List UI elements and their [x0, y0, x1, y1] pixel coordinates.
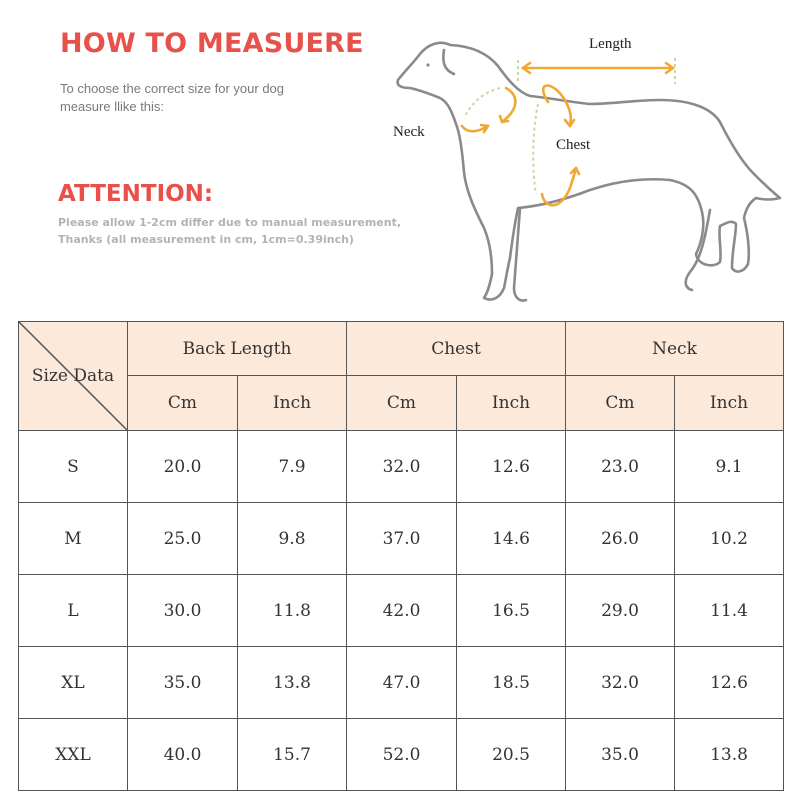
value-cell: 25.0: [128, 503, 238, 575]
value-cell: 30.0: [128, 575, 238, 647]
value-cell: 35.0: [566, 719, 675, 791]
value-cell: 12.6: [675, 647, 784, 719]
page-title: HOW TO MEASUERE: [60, 28, 364, 59]
value-cell: 52.0: [347, 719, 457, 791]
size-cell: XXL: [19, 719, 128, 791]
value-cell: 12.6: [457, 431, 566, 503]
unit-header: Inch: [238, 376, 347, 431]
size-cell: S: [19, 431, 128, 503]
value-cell: 14.6: [457, 503, 566, 575]
size-cell: XL: [19, 647, 128, 719]
value-cell: 11.8: [238, 575, 347, 647]
group-header-row: [19, 322, 784, 376]
unit-header: Cm: [347, 376, 457, 431]
value-cell: 32.0: [566, 647, 675, 719]
value-cell: 47.0: [347, 647, 457, 719]
unit-header-row: [19, 376, 784, 431]
value-cell: 40.0: [128, 719, 238, 791]
unit-header: Cm: [128, 376, 238, 431]
unit-header: Inch: [675, 376, 784, 431]
table-row: [19, 431, 784, 503]
attention-note: [58, 214, 418, 248]
table-row: [19, 647, 784, 719]
value-cell: 35.0: [128, 647, 238, 719]
value-cell: 15.7: [238, 719, 347, 791]
value-cell: 29.0: [566, 575, 675, 647]
value-cell: 11.4: [675, 575, 784, 647]
value-cell: 16.5: [457, 575, 566, 647]
value-cell: 42.0: [347, 575, 457, 647]
dog-outline-icon: [380, 22, 790, 312]
value-cell: 20.0: [128, 431, 238, 503]
attention-heading: ATTENTION:: [58, 181, 214, 207]
corner-label: Size Data: [31, 366, 115, 386]
value-cell: 13.8: [238, 647, 347, 719]
unit-header: Cm: [566, 376, 675, 431]
corner-header: [19, 322, 128, 431]
neck-label: Neck: [393, 124, 425, 140]
table-row: [19, 503, 784, 575]
value-cell: 9.8: [238, 503, 347, 575]
instructions-line-2: measure llike this:: [60, 99, 165, 114]
group-chest: Chest: [347, 322, 566, 376]
size-chart-table: [18, 321, 784, 791]
value-cell: 10.2: [675, 503, 784, 575]
value-cell: 7.9: [238, 431, 347, 503]
value-cell: 9.1: [675, 431, 784, 503]
value-cell: 23.0: [566, 431, 675, 503]
instructions: [60, 80, 360, 116]
table-row: [19, 575, 784, 647]
attention-line-1: Please allow 1-2cm differ due to manual measurement,: [58, 216, 402, 229]
group-neck: Neck: [566, 322, 784, 376]
unit-header: Inch: [457, 376, 566, 431]
value-cell: 32.0: [347, 431, 457, 503]
value-cell: 18.5: [457, 647, 566, 719]
value-cell: 26.0: [566, 503, 675, 575]
value-cell: 37.0: [347, 503, 457, 575]
size-cell: M: [19, 503, 128, 575]
instructions-line-1: To choose the correct size for your dog: [60, 81, 285, 96]
size-cell: L: [19, 575, 128, 647]
chest-label: Chest: [556, 137, 591, 153]
table-row: [19, 719, 784, 791]
attention-line-2: Thanks (all measurement in cm, 1cm=0.39inch): [58, 233, 354, 246]
value-cell: 13.8: [675, 719, 784, 791]
value-cell: 20.5: [457, 719, 566, 791]
dog-measurement-diagram: [380, 22, 790, 312]
length-label: Length: [589, 36, 632, 52]
group-back-length: Back Length: [128, 322, 347, 376]
